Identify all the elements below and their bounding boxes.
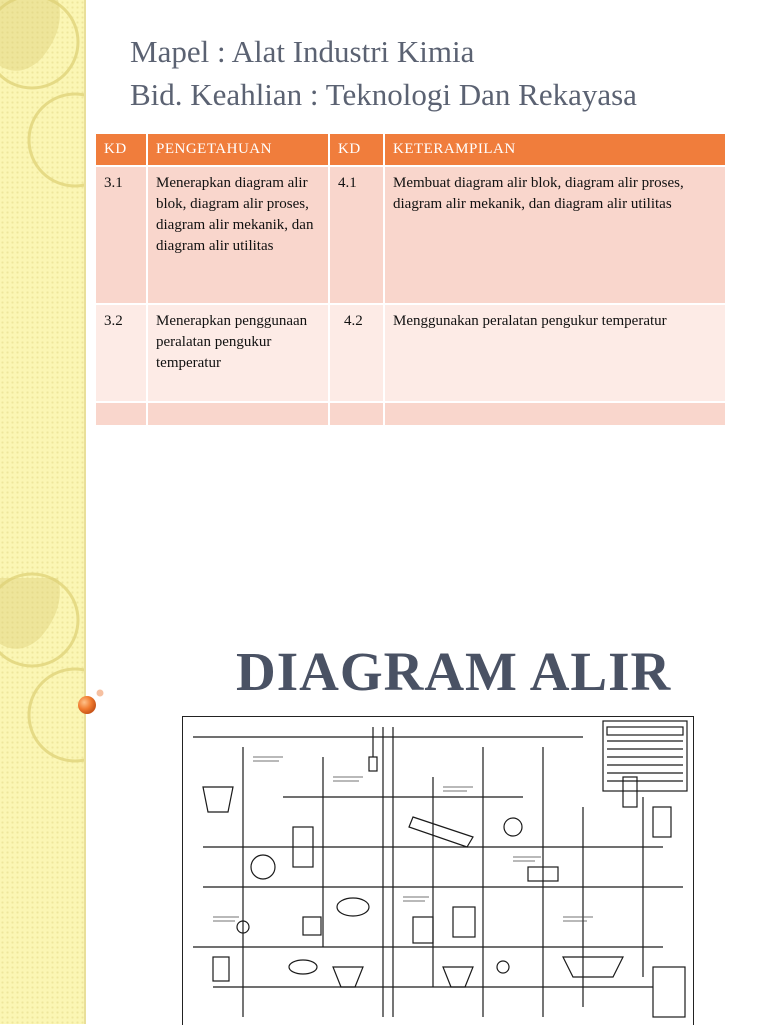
strip-edge-line <box>84 0 86 1024</box>
decorative-strip <box>0 0 84 1024</box>
process-flow-diagram-image <box>182 716 694 1025</box>
competency-table <box>96 134 727 427</box>
table-cell <box>147 402 329 426</box>
header-kd-2: KD <box>329 134 384 166</box>
table-cell: 3.1 <box>96 166 147 304</box>
header-keterampilan: KETERAMPILAN <box>384 134 726 166</box>
table-row <box>96 166 726 304</box>
table-cell <box>96 402 147 426</box>
table-row <box>96 304 726 402</box>
table-cell: Menerapkan diagram alir blok, diagram alir proses, diagram alir mekanik, dan diagram alir utilitas <box>147 166 329 304</box>
table-cell: 3.2 <box>96 304 147 402</box>
table-cell: Membuat diagram alir blok, diagram alir proses, diagram alir mekanik, dan diagram alir utilitas <box>384 166 726 304</box>
slide-title-line2: Bid. Keahlian : Teknologi Dan Rekayasa <box>130 77 637 112</box>
table-cell: 4.2 <box>329 304 384 402</box>
header-kd-1: KD <box>96 134 147 166</box>
table-cell: Menggunakan peralatan pengukur temperatur <box>384 304 726 402</box>
table-header-row <box>96 134 726 166</box>
table-row <box>96 402 726 426</box>
header-pengetahuan: PENGETAHUAN <box>147 134 329 166</box>
table-cell: Menerapkan penggunaan peralatan pengukur temperatur <box>147 304 329 402</box>
process-flow-diagram-drawing <box>183 717 693 1025</box>
table-cell <box>329 402 384 426</box>
table-cell: 4.1 <box>329 166 384 304</box>
slide-title-line1: Mapel : Alat Industri Kimia <box>130 34 475 69</box>
orange-bullet-icon <box>72 684 112 724</box>
table-cell <box>384 402 726 426</box>
decorative-ring-icon <box>0 0 84 1024</box>
section-heading: DIAGRAM ALIR <box>236 641 672 702</box>
